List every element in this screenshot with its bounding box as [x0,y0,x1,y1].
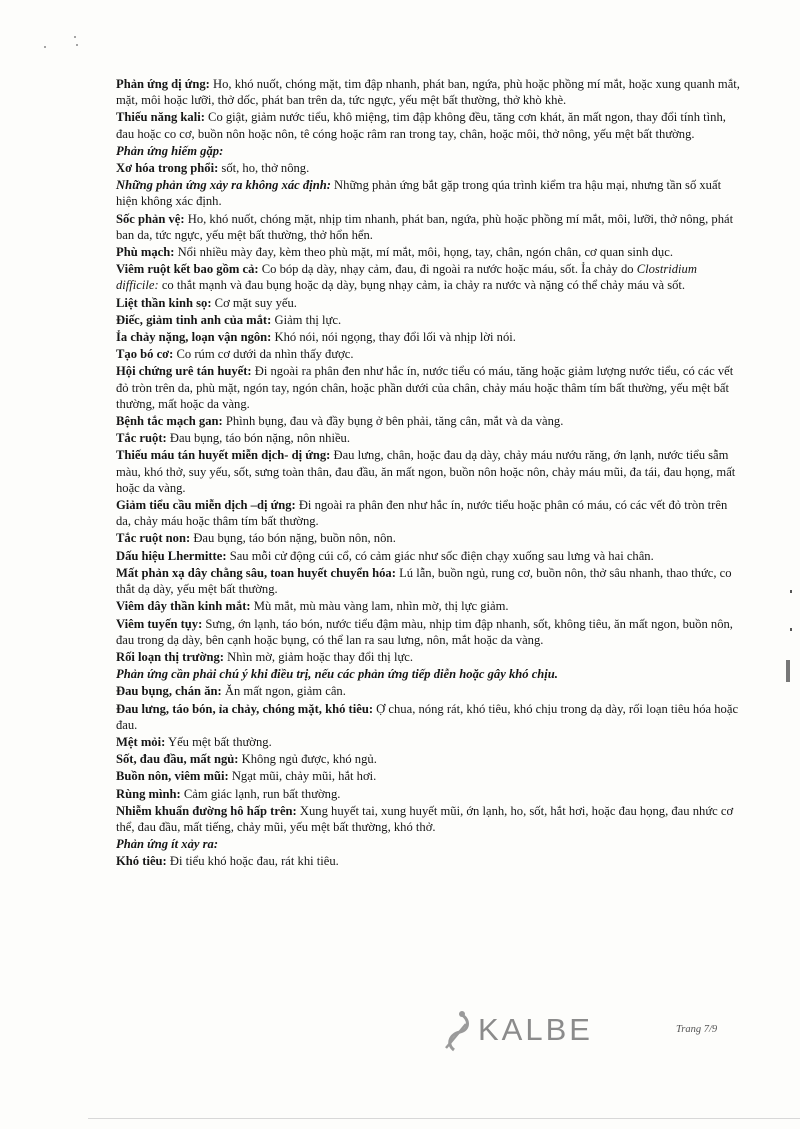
reaction-description: Co rúm cơ dưới da nhìn thấy được. [173,347,354,362]
reaction-description: Cơ mặt suy yếu. [211,295,297,310]
reaction-entry [116,261,742,293]
scan-edge-mark [786,660,790,682]
document-body [116,76,742,871]
reaction-name: Sốt, đau đầu, mất ngủ: [116,752,239,767]
reaction-name: Tạo bó cơ: [116,347,174,362]
reaction-name: Tắc ruột non: [116,531,191,546]
reaction-name: Hội chứng urê tán huyết: [116,364,252,379]
reaction-entry [116,786,742,802]
section-heading: Phản ứng ít xảy ra: [116,837,219,852]
reaction-name: Tắc ruột: [116,431,167,446]
reaction-entry [116,616,742,648]
reaction-name: Dấu hiệu Lhermitte: [116,548,227,563]
reaction-entry [116,598,742,614]
reaction-description: Đau bụng, táo bón nặng, buồn nôn, nôn. [190,531,396,546]
reaction-description: Lú lẫn, buồn ngủ, rung cơ, buồn nôn, thở sâu nhanh, thao thức, co thắt dạ dày, yếu mệt bất thường. [116,565,732,597]
reaction-name: Nhiễm khuẩn đường hô hấp trên: [116,803,297,818]
reaction-entry [116,530,742,546]
scan-edge-mark [790,590,792,593]
reaction-name: Bệnh tắc mạch gan: [116,414,223,429]
reaction-name: Thiếu máu tán huyết miễn dịch- dị ứng: [116,448,331,463]
reaction-description: Yếu mệt bất thường. [165,734,272,749]
reaction-description: Khó nói, nói ngọng, thay đổi lối và nhịp lời nói. [271,330,516,345]
reaction-description: Cảm giác lạnh, run bất thường. [180,786,341,801]
reaction-entry [116,751,742,767]
reaction-entry [116,413,742,429]
section-heading: Phản ứng hiếm gặp: [116,143,224,158]
reaction-description: Giảm thị lực. [271,312,342,327]
reaction-description: Ho, khó nuốt, chóng mặt, tim đập nhanh, phát ban, ngứa, phù hoặc phồng mí mắt, hoặc xung quanh mắt, mặt, môi hoặc lưỡi, thở dốc, phát ban trên da, tức ngực, yếu mệt bất thường, thở khò khè. [116,77,740,108]
reaction-entry [116,312,742,328]
scan-edge-mark [790,628,792,631]
reaction-entry [116,295,742,311]
reaction-description: Phình bụng, đau và đầy bụng ở bên phải, tăng cân, mắt và da vàng. [222,414,564,429]
reaction-name: Liệt thần kinh sọ: [116,295,212,310]
reaction-description: Xung huyết tai, xung huyết mũi, ớn lạnh, ho, sốt, hắt hơi, hoặc đau họng, đau nhức cơ thể, đau đầu, mất tiếng, chảy mũi, yếu mệt bất thường, khó thở. [116,803,734,834]
reaction-name: Giảm tiểu cầu miễn dịch –dị ứng: [116,498,296,513]
reaction-description: Co giật, giảm nước tiểu, khô miệng, tim đập không đều, tăng cơn khát, ăn mất ngon, thay đổi tính tình, đau hoặc co cơ, buồn nôn hoặc nôn, tê cóng hoặc râm ran trong tay, chân, hoặc môi, thở nông, yếu mệt bất thường. [116,110,726,141]
reaction-name: Viêm tuyến tụy: [116,616,203,631]
reaction-entry [116,346,742,362]
reaction-entry [116,160,742,176]
reaction-name: Phù mạch: [116,245,175,260]
reaction-description: Đi ngoài ra phân đen như hắc ín, nước tiểu hoặc phân có máu, có các vết đỏ tròn trên da, chảy máu hoặc thâm tím bất thường. [116,498,728,529]
reaction-name: Những phản ứng xảy ra không xác định: [116,178,331,193]
reaction-entry [116,565,742,597]
reaction-entry [116,76,742,108]
reaction-name: Buồn nôn, viêm mũi: [116,769,229,784]
reaction-description: Đau lưng, chân, hoặc đau dạ dày, chảy máu nướu răng, ớn lạnh, nước tiểu sẫm màu, khó thở, suy yếu, sốt, sưng toàn thân, đau đầu, ăn mất ngon, buồn nôn hoặc nôn, chảy máu mũi, đa tái, đau họng, mất hoặc da vàng. [116,448,736,495]
reaction-entry [116,211,742,243]
kalbe-logo-text: KALBE [478,1012,593,1047]
reaction-description: Ăn mất ngon, giảm cân. [221,684,346,699]
scan-speck [76,44,78,46]
reaction-entry [116,244,742,260]
reaction-description: Sưng, ớn lạnh, táo bón, nước tiểu đậm màu, nhịp tim đập nhanh, sốt, không tiêu, ăn mất ngon, buồn nôn, đau trong dạ dày, bên cạnh hoặc bụng, có thể lan ra sau lưng, nôn, mắt hoặc da vàng. [116,616,733,647]
reaction-name: Phản ứng dị ứng: [116,77,210,91]
reaction-entry [116,768,742,784]
reaction-name: Điếc, giảm tinh anh của mắt: [116,312,272,327]
reaction-entry [116,734,742,750]
reaction-name: Mệt mỏi: [116,734,166,749]
reaction-description: sốt, ho, thở nông. [218,161,310,176]
scan-speck [74,36,76,38]
kalbe-logo [440,1008,610,1054]
reaction-description: Đi ngoài ra phân đen như hắc ín, nước tiểu có máu, tăng hoặc giảm lượng nước tiểu, có các vết đỏ tròn trên da, phù mặt, ngón tay, ngón chân, hoặc phần dưới của chân, chảy máu hoặc thâm tím bất thường, yếu mệt bất thường, mất hoặc da vàng. [116,364,734,411]
reaction-name: Viêm ruột kết bao gồm cả: [116,262,259,277]
reaction-name: Thiếu năng kali: [116,110,205,125]
reaction-description: Co bóp dạ dày, nhạy cảm, đau, đi ngoài ra nước hoặc máu, sốt. Ỉa chảy do [258,262,637,277]
reaction-description: Ngạt mũi, chảy mũi, hắt hơi. [228,769,377,784]
reaction-entry [116,701,742,733]
organism-name: Clostridium difficile: [116,262,697,293]
reaction-entry [116,853,742,869]
reaction-entry [116,329,742,345]
reaction-entry [116,548,742,564]
reaction-entry [116,109,742,141]
reaction-entry [116,803,742,835]
reaction-description: co thắt mạnh và đau bụng hoặc dạ dày, bụng nhạy cảm, ỉa chảy ra nước và nặng có thể chảy máu và sốt. [158,278,686,293]
reaction-entry [116,649,742,665]
reaction-description: Đi tiểu khó hoặc đau, rát khi tiêu. [166,854,339,869]
kalbe-logo-icon [440,1008,480,1054]
reaction-description: Đau bụng, táo bón nặng, nôn nhiều. [166,431,350,446]
reaction-entry [116,177,742,209]
reaction-entry [116,497,742,529]
scan-speck [44,46,46,48]
reaction-description: Những phản ứng bắt gặp trong qúa trình kiểm tra hậu mại, nhưng tần số xuất hiện không xác định. [116,178,722,209]
reaction-description: Sau mỗi cử động cúi cổ, có cảm giác như sốc điện chạy xuống sau lưng và hai chân. [226,548,654,563]
reaction-description: Không ngủ được, khó ngủ. [238,752,377,767]
reaction-description: Nổi nhiều mày đay, kèm theo phù mặt, mí mắt, môi, họng, tay, chân, ngón chân, cơ quan sinh dục. [174,245,673,260]
scan-border-line [88,1118,800,1119]
reaction-description: Mù mắt, mù màu vàng lam, nhìn mờ, thị lực giảm. [250,599,509,614]
reaction-name: Rối loạn thị trường: [116,649,224,664]
reaction-name: Sốc phản vệ: [116,211,185,226]
reaction-entry [116,447,742,496]
reaction-description: Ợ chua, nóng rát, khó tiêu, khó chịu trong dạ dày, rối loạn tiêu hóa hoặc đau. [116,701,739,732]
section-heading: Phản ứng cần phải chú ý khi điều trị, nếu các phản ứng tiếp diễn hoặc gây khó chịu. [116,667,558,682]
reaction-description: Ho, khó nuốt, chóng mặt, nhịp tim nhanh, phát ban, ngứa, phù hoặc phồng mí mắt, môi, lưỡi, thở nông, phát ban da, tức ngực, yếu mệt bất thường, thở hổn hển. [116,211,734,242]
reaction-name: Đau bụng, chán ăn: [116,684,222,699]
scan-specks [30,30,90,70]
reaction-name: Rùng mình: [116,786,181,801]
reaction-entry [116,430,742,446]
reaction-name: Đau lưng, táo bón, ỉa chảy, chóng mặt, khó tiêu: [116,701,374,716]
page-number: Trang 7/9 [676,1024,718,1035]
reaction-entry [116,683,742,699]
reaction-name: Xơ hóa trong phổi: [116,161,219,176]
reaction-name: Khó tiêu: [116,854,167,869]
reaction-name: Mất phản xạ dây chằng sâu, toan huyết chuyển hóa: [116,565,396,580]
reaction-name: Ỉa chảy nặng, loạn vận ngôn: [116,330,272,345]
reaction-entry [116,363,742,412]
reaction-name: Viêm dây thần kinh mắt: [116,599,251,614]
reaction-description: Nhìn mờ, giảm hoặc thay đổi thị lực. [223,649,414,664]
